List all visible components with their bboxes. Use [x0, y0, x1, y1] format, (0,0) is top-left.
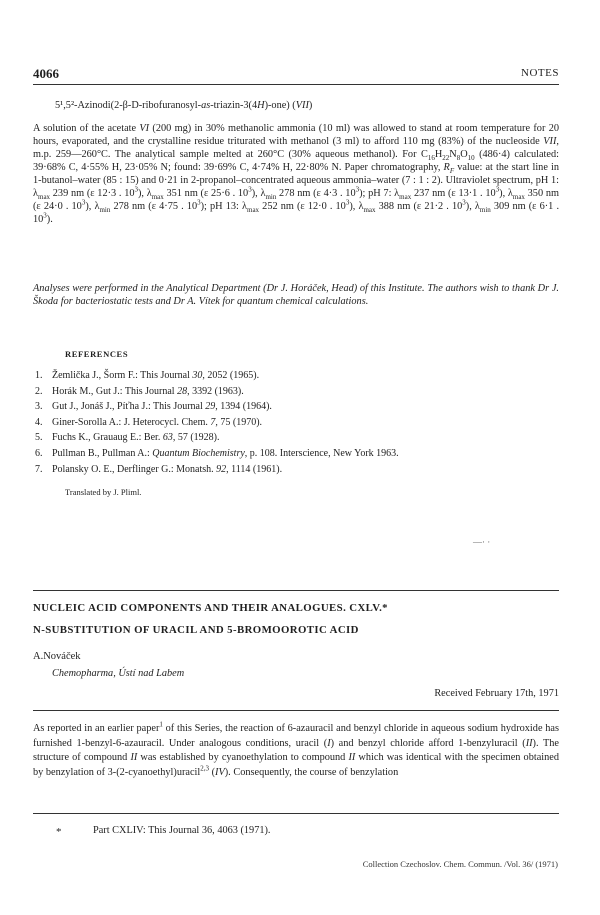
scan-mark: —· · — [473, 537, 491, 547]
page-number: 4066 — [33, 66, 59, 81]
running-header — [33, 66, 559, 82]
article-top-rule — [33, 590, 559, 591]
article-header-rule — [33, 710, 559, 711]
reference-item: 3. Gut J., Jonáš J., Píťha J.: This Journal 29, 1394 (1964). — [35, 401, 272, 413]
footnote-marker: * — [56, 826, 62, 838]
journal-colophon: Collection Czechoslov. Chem. Commun. /Vol. 36/ (1971) — [362, 859, 558, 869]
article-body: As reported in an earlier paper$^1$ of this Series, the reaction of 6-azauracil and benzyl chloride in aqueous sodium hydroxide has furnished 1-benzyl-6-azauracil. Under analogous conditions, uracil (I) and benzyl chloride afford 1-benzyluracil (II). The structure of compound II was established by cyanoethylation to compound II which was identical with the specimen obtained by benzylation of 3-(2-cyanoethyl)uracil$^{2,3}$ (IV). Consequently, the course of benzylation — [33, 720, 560, 778]
reference-item: 1. Žemlička J., Šorm F.: This Journal 30, 2052 (1965). — [35, 370, 260, 381]
reference-list — [35, 368, 555, 477]
header-rule — [33, 84, 559, 85]
reference-item: 2. Horák M., Gut J.: This Journal 28, 3392 (1963). — [35, 385, 244, 397]
received-date: Received February 17th, 1971 — [434, 688, 559, 699]
section-title: NOTES — [521, 67, 559, 79]
article-author: A.Nováček — [33, 651, 81, 662]
footnote-text: Part CXLIV: This Journal 36, 4063 (1971). — [93, 825, 271, 836]
reference-item: 6. Pullman B., Pullman A.: Quantum Biochemistry, p. 108. Interscience, New York 1963. — [35, 447, 399, 459]
compound-heading: 5¹,5²-Azinodi(2-β-D-ribofuranosyl-as-triazin-3(4H)-one) (VII) — [55, 100, 313, 111]
translator-credit: Translated by J. Pliml. — [65, 487, 142, 497]
experimental-paragraph: A solution of the acetate VI (200 mg) in 30% methanolic ammonia (10 ml) was allowed to stand at room temperature for 20 hours, evaporated, and the crystalline residue triturated with methanol (3 ml) to afford 110 mg (83%) of the nucleoside VII, m.p. 259—260°C. The analytical sample melted at 260°C (30% aqueous methanol). For $C_{16}H_{22}N_8O_{10}$ (486·4) calculated: 39·68% C, 4·55% H, 23·05% N; found: 39·69% C, 4·74% H, 22·80% N. Paper chromatography, $R_F$ value: at the start line in 1-butanol–water (85 : 15) and 0·21 in 2-propanol–concentrated aqueous ammonia–water (7 : 1 : 2). Ultraviolet spectrum, pH 1: $\lambda_{max}$ 239 nm (ε 12·3 . $10^3$), $\lambda_{max}$ 351 nm (ε 25·6 . $10^3$), $\lambda_{min}$ 278 nm (ε 4·3 . $10^3$); pH 7: $\lambda_{max}$ 237 nm (ε 13·1 . $10^3$), $\lambda_{max}$ 350 nm (ε 24·0 . $10^3$), $\lambda_{min}$ 278 nm (ε 4·75 . $10^3$); pH 13: $\lambda_{max}$ 252 nm (ε 12·0 . $10^3$), $\lambda_{max}$ 388 nm (ε 21·2 . $10^3$), $\lambda_{min}$ 309 nm (ε 6·1 . $10^3$). — [33, 123, 560, 225]
footnote-rule — [33, 813, 559, 814]
article-affiliation: Chemopharma, Ústí nad Labem — [52, 668, 185, 679]
acknowledgement: Analyses were performed in the Analytical Department (Dr J. Horáček, Head) of this Institute. The authors wish to thank Dr J. Škoda for bacteriostatic tests and Dr A. Vítek for quantum chemical calculations. — [33, 283, 559, 307]
references-heading: REFERENCES — [65, 349, 129, 359]
reference-item: 7. Polansky O. E., Derflinger G.: Monatsh. 92, 1114 (1961). — [35, 463, 283, 475]
reference-item: 5. Fuchs K., Grauaug E.: Ber. 63, 57 (1928). — [35, 432, 220, 444]
article-title-line-1: NUCLEIC ACID COMPONENTS AND THEIR ANALOGUES. CXLV.* — [33, 602, 388, 614]
reference-item: 4. Giner-Sorolla A.: J. Heterocycl. Chem. 7, 75 (1970). — [35, 416, 263, 428]
article-title-line-2: N-SUBSTITUTION OF URACIL AND 5-BROMOOROTIC ACID — [33, 624, 359, 636]
